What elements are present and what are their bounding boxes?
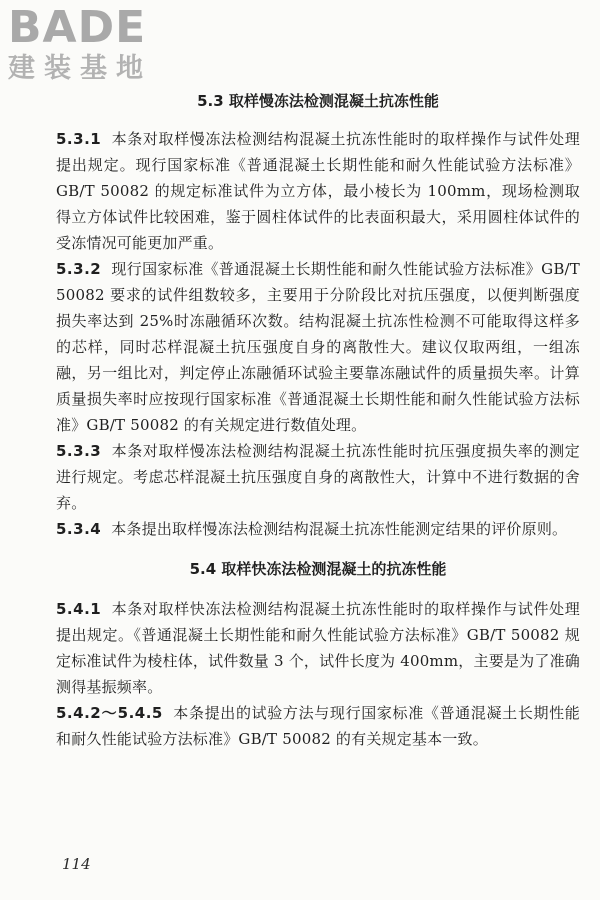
clause-text: 本条提出取样慢冻法检测结构混凝土抗冻性能测定结果的评价原则。 xyxy=(111,520,568,538)
section-title-5-3: 5.3 取样慢冻法检测混凝土抗冻性能 xyxy=(197,92,439,110)
clause-5-3-1 xyxy=(56,126,580,256)
logo-brand-text: BADE xyxy=(8,2,147,53)
clause-5-3-2 xyxy=(56,256,580,438)
document-body xyxy=(56,86,580,752)
clause-text: 本条对取样慢冻法检测结构混凝土抗冻性能时抗压强度损失率的测定进行规定。考虑芯样混凝土抗压强度自身的离散性大，计算中不进行数据的舍弃。 xyxy=(56,442,580,512)
section-title-5-4: 5.4 取样快冻法检测混凝土的抗冻性能 xyxy=(189,560,447,578)
clause-text: 本条对取样慢冻法检测结构混凝土抗冻性能时的取样操作与试件处理提出规定。现行国家标准《普通混凝土长期性能和耐久性能试验方法标准》GB/T 50082 的规定标准试件为立方体，最小棱长为 100mm，现场检测取得立方体试件比较困难，鉴于圆柱体试件的比表面积最大，采用圆柱体试件的受冻情况可能更加严重。 xyxy=(56,130,580,252)
clause-5-4-2-to-5-4-5 xyxy=(56,700,580,752)
clause-number: 5.3.2 xyxy=(56,260,102,278)
clause-5-3-3 xyxy=(56,438,580,516)
clause-number: 5.4.2～5.4.5 xyxy=(56,704,163,722)
logo-subtitle: 建装基地 xyxy=(8,53,152,84)
clause-number: 5.3.3 xyxy=(56,442,102,460)
clause-number: 5.4.1 xyxy=(56,600,102,618)
clause-5-4-1 xyxy=(56,596,580,700)
clause-5-3-4 xyxy=(56,516,580,542)
clause-number: 5.3.1 xyxy=(56,130,102,148)
brand-logo xyxy=(8,2,178,84)
clause-text: 现行国家标准《普通混凝土长期性能和耐久性能试验方法标准》GB/T 50082 要求的试件组数较多，主要用于分阶段比对抗压强度，以便判断强度损失率达到 25%时冻融循环次数。结构混凝土抗冻性检测不可能取得这样多的芯样，同时芯样混凝土抗压强度自身的离散性大。建议仅取两组，一组冻融，另一组比对，判定停止冻融循环试验主要靠冻融试件的质量损失率。计算质量损失率时应按现行国家标准《普通混凝土长期性能和耐久性能试验方法标准》GB/T 50082 的有关规定进行数值处理。 xyxy=(56,260,580,434)
clause-text: 本条对取样快冻法检测结构混凝土抗冻性能时的取样操作与试件处理提出规定。《普通混凝土长期性能和耐久性能试验方法标准》GB/T 50082 规定标准试件为棱柱体，试件数量 3 个，试件长度为 400mm，主要是为了准确测得基振频率。 xyxy=(56,600,580,696)
clause-text: 本条提出的试验方法与现行国家标准《普通混凝土长期性能和耐久性能试验方法标准》GB/T 50082 的有关规定基本一致。 xyxy=(56,704,581,748)
page-number: 114 xyxy=(62,855,91,873)
clause-number: 5.3.4 xyxy=(56,520,102,538)
